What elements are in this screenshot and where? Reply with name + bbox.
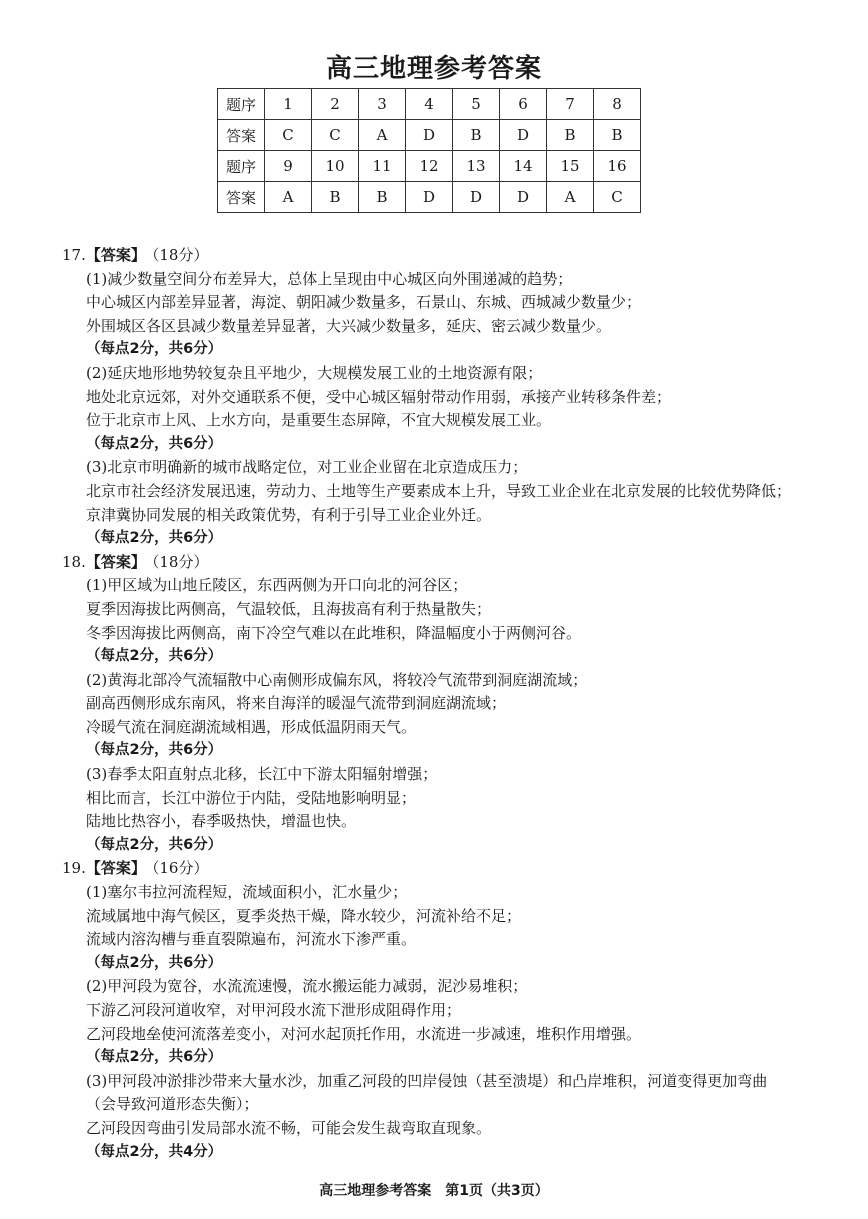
table-cell: 6 — [500, 89, 547, 120]
score-note: （每点2分，共6分） — [86, 435, 223, 452]
answer-line: 副高西侧形成东南风，将来自海洋的暖湿气流带到洞庭湖流域； — [86, 694, 507, 713]
table-cell: 14 — [500, 151, 547, 182]
answer-line: 流域属地中海气候区，夏季炎热干燥，降水较少，河流补给不足； — [86, 906, 522, 925]
answer-line: （会导致河道形态失衡）； — [86, 1095, 259, 1114]
table-cell: 9 — [265, 151, 312, 182]
table-cell: B — [594, 120, 641, 151]
table-cell: 7 — [547, 89, 594, 120]
score-note: （每点2分，共6分） — [86, 836, 223, 853]
table-cell: B — [312, 182, 359, 213]
table-cell: A — [547, 182, 594, 213]
table-cell: D — [500, 120, 547, 151]
table-cell: C — [312, 120, 359, 151]
answer-line: 冬季因海拔比两侧高，南下冷空气难以在此堆积，降温幅度小于两侧河谷。 — [86, 623, 582, 642]
table-cell: 13 — [453, 151, 500, 182]
answer-line: (2)延庆地形地势较复杂且平地少，大规模发展工业的土地资源有限； — [86, 363, 543, 382]
score-note: （每点2分，共6分） — [86, 530, 223, 547]
page-footer: 高三地理参考答案 第1页（共3页） — [319, 1183, 549, 1199]
answer-line: (2)甲河段为宽谷，水流流速慢，流水搬运能力减弱，泥沙易堆积； — [86, 977, 528, 996]
table-row-header: 答案 — [218, 120, 265, 151]
question-header — [62, 244, 852, 268]
answer-line: 地处北京远郊，对外交通联系不便，受中心城区辐射带动作用弱，承接产业转移条件差； — [86, 387, 672, 406]
score-note: （每点2分，共6分） — [86, 954, 223, 971]
table-cell: B — [359, 182, 406, 213]
score-note: （每点2分，共6分） — [86, 742, 223, 759]
table-cell: 16 — [594, 151, 641, 182]
table-cell: 2 — [312, 89, 359, 120]
answer-line: 下游乙河段河道收窄，对甲河段水流下泄形成阻碍作用； — [86, 1001, 462, 1019]
table-cell: D — [453, 182, 500, 213]
table-cell: 3 — [359, 89, 406, 120]
question-points: （18分） — [151, 552, 209, 571]
answer-table — [217, 88, 641, 213]
score-note: （每点2分，共6分） — [86, 1049, 223, 1066]
question-points: （18分） — [151, 246, 209, 264]
score-note: （每点2分，共6分） — [86, 341, 223, 358]
answer-label: 【答案】 — [85, 246, 146, 264]
question-number: 17. — [62, 246, 86, 264]
answer-line: 冷暖气流在洞庭湖流域相遇，形成低温阴雨天气。 — [86, 717, 417, 736]
table-cell: C — [594, 182, 641, 213]
table-cell: 11 — [359, 151, 406, 182]
table-row — [218, 89, 641, 120]
table-row — [218, 182, 641, 213]
table-row-header: 题序 — [218, 89, 265, 120]
page-title: 高三地理参考答案 — [325, 54, 542, 84]
question-header — [62, 551, 852, 575]
answer-line: 外围城区各区县减少数量差异显著，大兴减少数量多，延庆、密云减少数量少。 — [86, 316, 612, 335]
answer-line: (3)甲河段冲淤排沙带来大量水沙，加重乙河段的凹岸侵蚀（甚至溃堤）和凸岸堆积，河道变得更加弯曲 — [86, 1071, 768, 1090]
answer-line: (1)甲区域为山地丘陵区，东西两侧为开口向北的河谷区； — [86, 576, 468, 595]
answer-content — [62, 244, 852, 1164]
table-row-header: 答案 — [218, 182, 265, 213]
table-cell: 4 — [406, 89, 453, 120]
table-cell: 5 — [453, 89, 500, 120]
answer-label: 【答案】 — [85, 859, 146, 878]
table-cell: D — [500, 182, 547, 213]
table-cell: D — [406, 120, 453, 151]
answer-line: 北京市社会经济发展迅速，劳动力、土地等生产要素成本上升，导致工业企业在北京发展的比较优势降低； — [86, 481, 792, 500]
score-note: （每点2分，共6分） — [86, 648, 223, 665]
answer-line: (1)塞尔韦拉河流程短，流域面积小，汇水量少； — [86, 883, 408, 902]
table-row — [218, 151, 641, 182]
table-row-header: 题序 — [218, 151, 265, 182]
answer-line: 京津冀协同发展的相关政策优势，有利于引导工业企业外迁。 — [86, 505, 492, 524]
answer-line: 乙河段因弯曲引发局部水流不畅，可能会发生裁弯取直现象。 — [86, 1118, 492, 1137]
table-cell: 8 — [594, 89, 641, 120]
answer-line: 流域内溶沟槽与垂直裂隙遍布，河流水下渗严重。 — [86, 930, 417, 949]
table-cell: A — [359, 120, 406, 151]
table-cell: B — [453, 120, 500, 151]
score-note: （每点2分，共4分） — [86, 1143, 223, 1160]
table-cell: B — [547, 120, 594, 151]
question-header — [62, 857, 852, 881]
answer-line: 乙河段地垒使河流落差变小，对河水起顶托作用，水流进一步减速，堆积作用增强。 — [86, 1024, 642, 1043]
answer-line: 陆地比热容小，春季吸热快，增温也快。 — [86, 812, 357, 831]
answer-line: (1)减少数量空间分布差异大，总体上呈现由中心城区向外围递减的趋势； — [86, 269, 573, 288]
table-cell: 10 — [312, 151, 359, 182]
answer-label: 【答案】 — [85, 552, 146, 571]
table-cell: A — [265, 182, 312, 213]
question-points: （16分） — [151, 859, 209, 878]
answer-line: 相比而言，长江中游位于内陆，受陆地影响明显； — [86, 788, 417, 807]
answer-line: (3)春季太阳直射点北移，长江中下游太阳辐射增强； — [86, 765, 438, 784]
table-cell: D — [406, 182, 453, 213]
answer-line: (3)北京市明确新的城市战略定位，对工业企业留在北京造成压力； — [86, 458, 528, 477]
answer-line: 中心城区内部差异显著，海淀、朝阳减少数量多，石景山、东城、西城减少数量少； — [86, 293, 642, 312]
answer-line: 位于北京市上风、上水方向，是重要生态屏障，不宜大规模发展工业。 — [86, 411, 552, 430]
table-row — [218, 120, 641, 151]
table-cell: C — [265, 120, 312, 151]
answer-line: (2)黄海北部冷气流辐散中心南侧形成偏东风，将较冷气流带到洞庭湖流域； — [86, 670, 588, 689]
question-number: 19. — [62, 859, 86, 878]
table-cell: 15 — [547, 151, 594, 182]
table-cell: 12 — [406, 151, 453, 182]
table-cell: 1 — [265, 89, 312, 120]
question-number: 18. — [62, 552, 86, 571]
answer-line: 夏季因海拔比两侧高，气温较低，且海拔高有利于热量散失； — [86, 599, 492, 618]
